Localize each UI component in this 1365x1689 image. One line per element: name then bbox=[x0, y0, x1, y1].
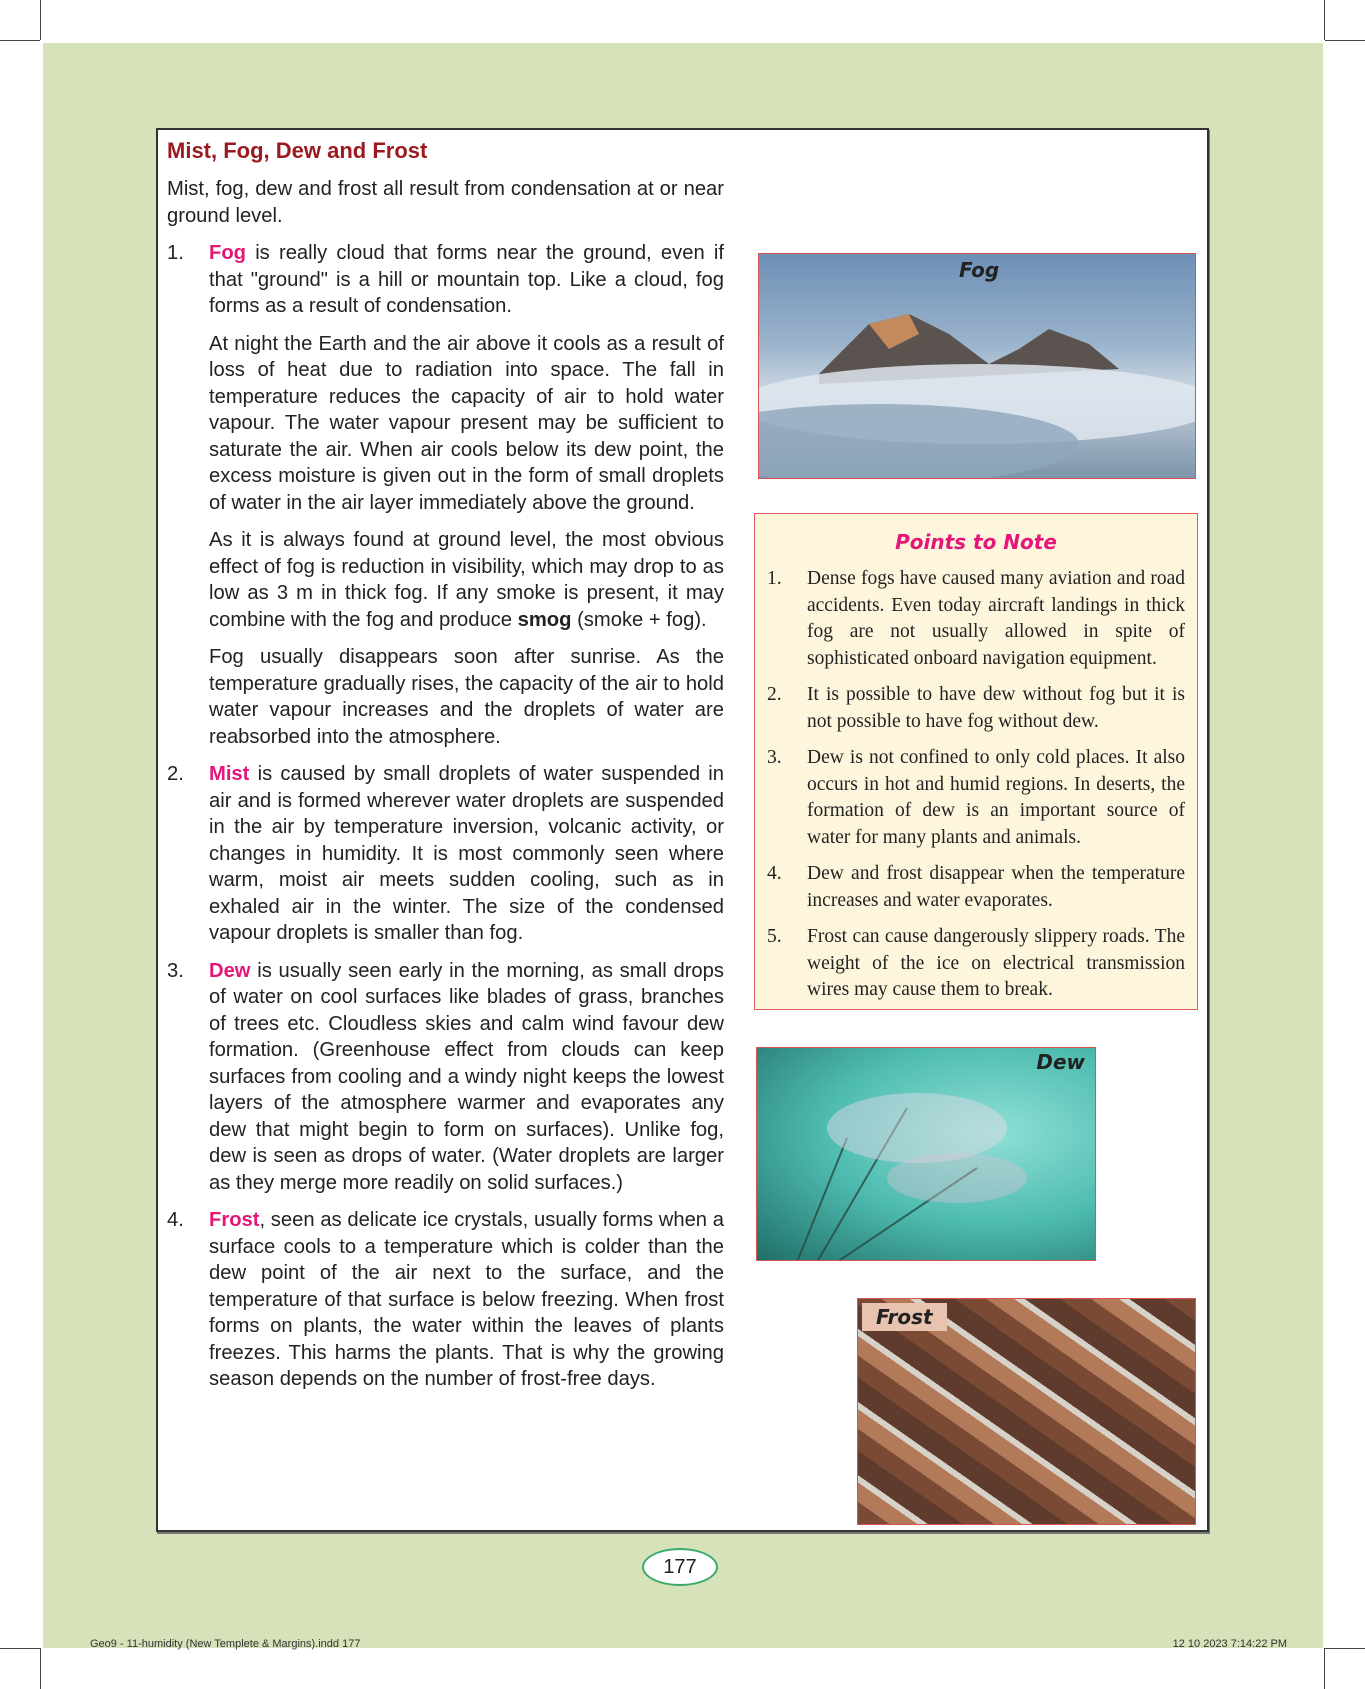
item-text: is really cloud that forms near the ground, even if that "ground" is a hill or mountain top. Like a cloud, fog forms as a result of condensation. bbox=[209, 242, 724, 317]
crop-mark bbox=[0, 40, 40, 41]
intro-paragraph: Mist, fog, dew and frost all result from condensation at or near ground level. bbox=[167, 178, 724, 227]
paragraph: Fog usually disappears soon after sunrise. As the temperature gradually rises, the capacity of the air to hold water vapour increases and the droplets of water are reabsorbed into the atmosphere. bbox=[209, 646, 724, 748]
list-item-dew bbox=[167, 958, 724, 1197]
crop-mark bbox=[1324, 0, 1325, 40]
crop-mark bbox=[40, 0, 41, 40]
note-item: 5. Frost can cause dangerously slippery roads. The weight of the ice on electrical transmission wires may cause them to break. bbox=[767, 926, 1185, 1000]
dew-image bbox=[756, 1047, 1096, 1261]
dandelion-illustration bbox=[757, 1048, 1096, 1261]
points-to-note-box bbox=[754, 513, 1198, 1010]
item-number: 1. bbox=[167, 242, 184, 264]
note-item: 3. Dew is not confined to only cold places. It also occurs in hot and humid regions. In deserts, the formation of dew is an important source of water for many plants and animals. bbox=[767, 747, 1185, 848]
note-item: 1. Dense fogs have caused many aviation and road accidents. Even today aircraft landings in thick fog are not usually allowed in spite of sophisticated onboard navigation equipment. bbox=[767, 568, 1185, 669]
frost-image bbox=[857, 1298, 1196, 1525]
keyword: Fog bbox=[209, 242, 246, 264]
keyword-smog: smog bbox=[517, 608, 572, 631]
item-text: is caused by small droplets of water suspended in air and is formed wherever water droplets are suspended in the air by temperature inversion, volcanic activity, or changes in humidity. It is most commonly seen where warm, moist air meets sudden cooling, such as in exhaled air in the winter. The size of the condensed vapour droplets is smaller than fog. bbox=[209, 763, 724, 944]
list-item-mist bbox=[167, 761, 724, 947]
paragraph: At night the Earth and the air above it cools as a result of loss of heat due to radiation into space. The fall in temperature reduces the capacity of air to hold water vapour. The water vapour present may be sufficient to saturate the air. When air cools below its dew point, the excess moisture is given out in the form of small droplets of water in the air layer immediately above the ground. bbox=[209, 332, 724, 514]
note-item: 2. It is possible to have dew without fog but it is not possible to have fog without dew. bbox=[767, 684, 1185, 732]
footer-timestamp: 12 10 2023 7:14:22 PM bbox=[1172, 1638, 1287, 1650]
item-text: , seen as delicate ice crystals, usually forms when a surface cools to a temperature which is colder than the dew point of the air next to the surface, and the temperature of that surface is below freezing. When frost forms on plants, the water within the leaves of plants freezes. This harms the plants. That is why the growing season depends on the number of frost-free days. bbox=[209, 1209, 724, 1390]
list-item-frost bbox=[167, 1207, 724, 1393]
footer-file-info: Geo9 - 11-humidity (New Templete & Margins).indd 177 bbox=[90, 1638, 361, 1650]
note-item: 4. Dew and frost disappear when the temperature increases and water evaporates. bbox=[767, 863, 1185, 911]
list-item-fog bbox=[167, 240, 724, 750]
item-number: 2. bbox=[167, 763, 184, 785]
crop-mark bbox=[0, 1648, 40, 1649]
crop-mark bbox=[1324, 1648, 1325, 1689]
main-text-column bbox=[167, 176, 724, 1404]
keyword: Dew bbox=[209, 959, 251, 982]
section-heading: Mist, Fog, Dew and Frost bbox=[167, 138, 428, 163]
dew-caption: Dew bbox=[1036, 1050, 1085, 1074]
fog-image bbox=[758, 253, 1196, 479]
crop-mark bbox=[1325, 1648, 1365, 1649]
crop-mark bbox=[40, 1648, 41, 1689]
page-number: 177 bbox=[642, 1548, 718, 1586]
mountain-illustration bbox=[759, 254, 1196, 479]
item-text: is usually seen early in the morning, as small drops of water on cool surfaces like blades of grass, branches of trees etc. Cloudless skies and calm wind favour dew formation. (Greenhouse effect from clouds can keep surfaces from cooling and a windy night keeps the lowest layers of the atmosphere warmer and evaporates any dew that might begin to form on surfaces). Unlike fog, dew is seen as drops of water. (Water droplets are larger as they merge more readily on solid surfaces.) bbox=[209, 959, 724, 1194]
keyword: Mist bbox=[209, 763, 250, 785]
item-number: 3. bbox=[167, 959, 184, 982]
frost-caption: Frost bbox=[862, 1303, 947, 1331]
crop-mark bbox=[1325, 40, 1365, 41]
fog-caption: Fog bbox=[959, 258, 1000, 282]
keyword: Frost bbox=[209, 1209, 260, 1231]
item-number: 4. bbox=[167, 1209, 184, 1231]
paragraph-tail: (smoke + fog). bbox=[571, 608, 707, 631]
paragraph: As it is always found at ground level, the most obvious effect of fog is reduction in visibility, which may drop to as low as 3 m in thick fog. If any smoke is present, it may combine with the fog and produce bbox=[209, 529, 724, 631]
notes-title: Points to Note bbox=[895, 530, 1057, 554]
